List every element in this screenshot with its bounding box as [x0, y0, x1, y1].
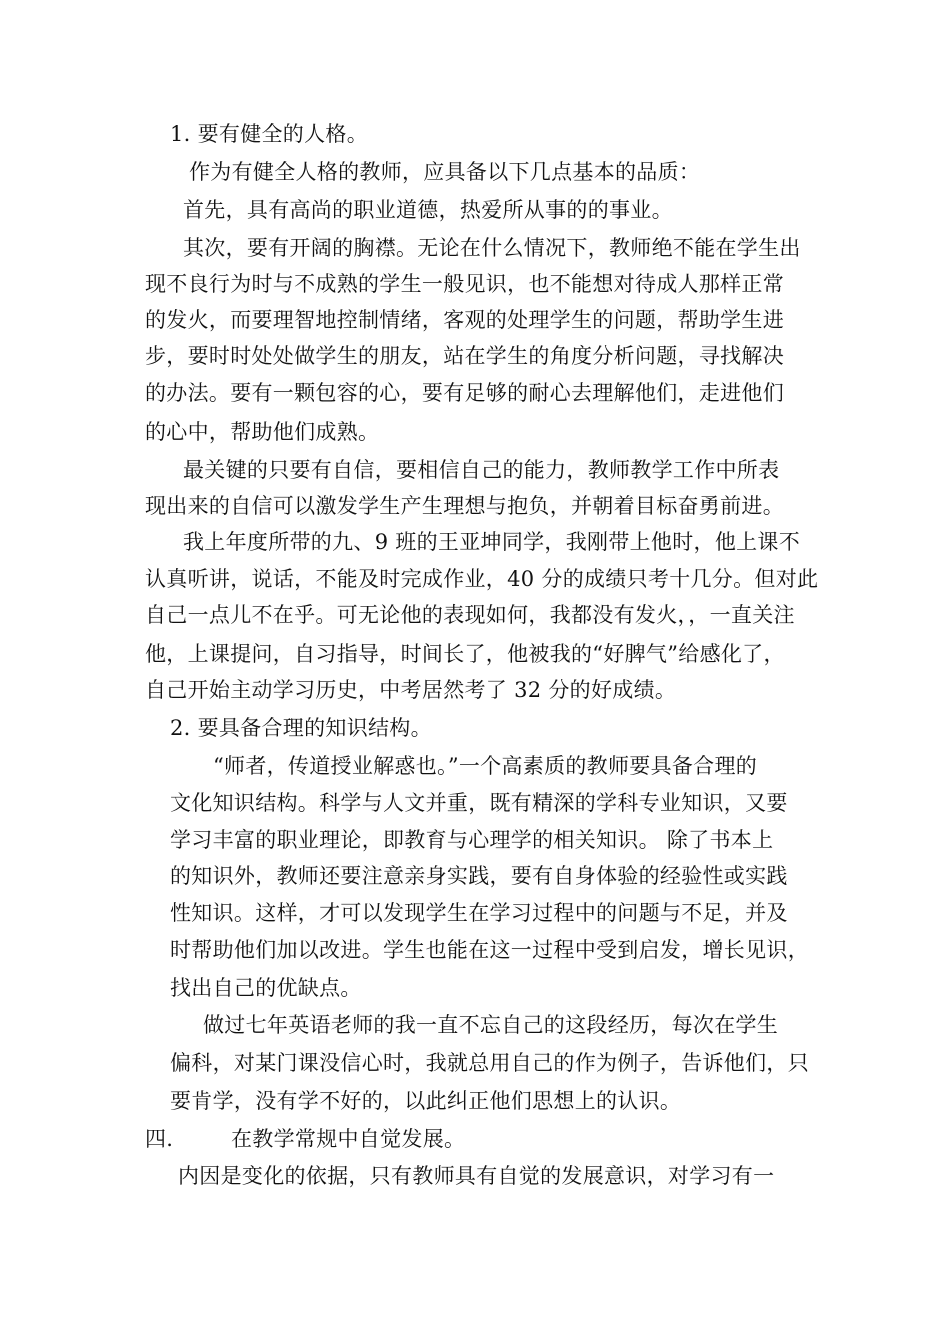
paragraph-line: 现不良行为时与不成熟的学生一般见识，也不能想对待成人那样正常 — [145, 272, 784, 296]
section-number: 四. — [145, 1127, 174, 1151]
paragraph-line: 其次，要有开阔的胸襟。无论在什么情况下，教师绝不能在学生出 — [183, 236, 801, 260]
paragraph-line: 自己开始主动学习历史，中考居然考了 32 分的好成绩。 — [145, 678, 677, 702]
section-heading: 在教学常规中自觉发展。 — [231, 1127, 466, 1151]
paragraph-line: 找出自己的优缺点。 — [170, 976, 362, 1000]
paragraph-line: 的心中，帮助他们成熟。 — [145, 420, 380, 444]
paragraph-line: 性知识。这样，才可以发现学生在学习过程中的问题与不足，并及 — [170, 901, 788, 925]
paragraph-line: 的发火，而要理智地控制情绪，客观的处理学生的问题，帮助学生进 — [145, 308, 784, 332]
paragraph-line: 现出来的自信可以激发学生产生理想与抱负，并朝着目标奋勇前进。 — [145, 494, 784, 518]
list-heading-1: 1. 要有健全的人格。 — [170, 122, 369, 146]
paragraph-line: 首先，具有高尚的职业道德，热爱所从事的的事业。 — [183, 198, 673, 222]
paragraph-line: 文化知识结构。科学与人文并重，既有精深的学科专业知识，又要 — [170, 791, 788, 815]
paragraph-line: 的办法。要有一颗包容的心，要有足够的耐心去理解他们，走进他们 — [145, 381, 784, 405]
paragraph-line: 学习丰富的职业理论，即教育与心理学的相关知识。 除了书本上 — [170, 828, 774, 852]
paragraph-line: 偏科，对某门课没信心时，我就总用自己的作为例子，告诉他们，只 — [170, 1051, 809, 1075]
paragraph-line: 要肯学，没有学不好的，以此纠正他们思想上的认识。 — [170, 1089, 682, 1113]
paragraph-line: 认真听讲，说话，不能及时完成作业，40 分的成绩只考十几分。但对此 — [145, 567, 819, 591]
paragraph-line: 作为有健全人格的教师，应具备以下几点基本的品质： — [189, 160, 701, 184]
paragraph-line: 做过七年英语老师的我一直不忘自己的这段经历，每次在学生 — [203, 1013, 779, 1037]
paragraph-line: 步，要时时处处做学生的朋友，站在学生的角度分析问题，寻找解决 — [145, 344, 784, 368]
paragraph-line: 最关键的只要有自信，要相信自己的能力，教师教学工作中所表 — [183, 458, 780, 482]
paragraph-line: 自己一点儿不在乎。可无论他的表现如何，我都没有发火，，一直关注 — [145, 603, 795, 627]
list-heading-2: 2. 要具备合理的知识结构。 — [170, 716, 432, 740]
paragraph-line: 他，上课提问，自习指导，时间长了，他被我的“好脾气”给感化了， — [145, 642, 785, 666]
paragraph-line: 内因是变化的依据，只有教师具有自觉的发展意识，对学习有一 — [178, 1164, 775, 1188]
paragraph-line: “师者，传道授业解惑也。”一个高素质的教师要具备合理的 — [213, 754, 758, 778]
paragraph-line: 我上年度所带的九、9 班的王亚坤同学，我刚带上他时，他上课不 — [183, 530, 801, 554]
paragraph-line: 时帮助他们加以改进。学生也能在这一过程中受到启发，增长见识， — [170, 938, 809, 962]
paragraph-line: 的知识外，教师还要注意亲身实践，要有自身体验的经验性或实践 — [170, 864, 788, 888]
